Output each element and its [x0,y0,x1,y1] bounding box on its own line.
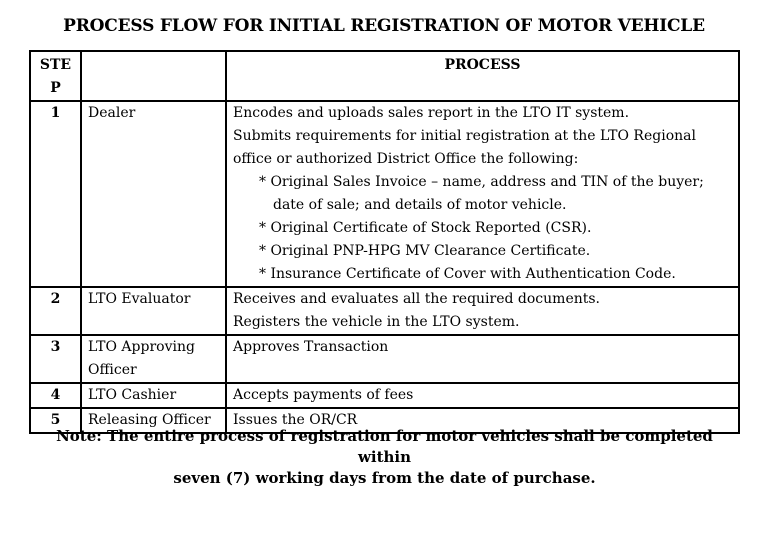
process-line: Submits requirements for initial registration at the LTO Regional [233,128,696,144]
actor-line: LTO Approving [88,339,195,355]
completion-note [29,426,740,489]
process-line: Encodes and uploads sales report in the LTO IT system. [233,105,630,121]
note-line: Note: The entire process of registration for motor vehicles shall be completed within [56,427,713,466]
document-title: PROCESS FLOW FOR INITIAL REGISTRATION OF MOTOR VEHICLE [63,16,705,36]
step-number: 4 [30,383,81,408]
header-step-line: STE [39,57,72,73]
process-cell: Accepts payments of fees [226,383,739,408]
process-line: Registers the vehicle in the LTO system. [233,314,520,330]
actor-cell: Releasing Officer [81,408,226,433]
requirement-item: * Original Sales Invoice – name, address and TIN of the buyer; [259,174,704,190]
actor-cell: LTO Cashier [81,383,226,408]
actor-cell: LTO Evaluator [81,287,226,335]
requirement-item: * Original PNP-HPG MV Clearance Certificate. [259,243,591,259]
process-cell: Issues the OR/CR [226,408,739,433]
header-step [30,51,81,101]
header-step-line: P [50,80,61,96]
process-cell: Approves Transaction [226,335,739,383]
step-number: 2 [30,287,81,335]
table-row [30,287,739,335]
process-cell [226,287,739,335]
header-process: PROCESS [226,51,739,101]
actor-line: Officer [88,362,137,378]
actor-cell: Dealer [81,101,226,287]
requirement-item: * Insurance Certificate of Cover with Authentication Code. [259,266,676,282]
step-number: 1 [30,101,81,287]
process-line: office or authorized District Office the following: [233,151,579,167]
process-line: Receives and evaluates all the required documents. [233,291,601,307]
process-flow-table [29,50,740,434]
header-actor [81,51,226,101]
table-row [30,335,739,383]
requirement-item: * Original Certificate of Stock Reported (CSR). [259,220,592,236]
step-number: 3 [30,335,81,383]
table-header-row [30,51,739,101]
table-row [30,383,739,408]
step-number: 5 [30,408,81,433]
actor-cell [81,335,226,383]
requirement-item-continued: date of sale; and details of motor vehicle. [273,197,567,213]
note-line: seven (7) working days from the date of purchase. [173,469,596,487]
process-cell [226,101,739,287]
table-row [30,101,739,287]
